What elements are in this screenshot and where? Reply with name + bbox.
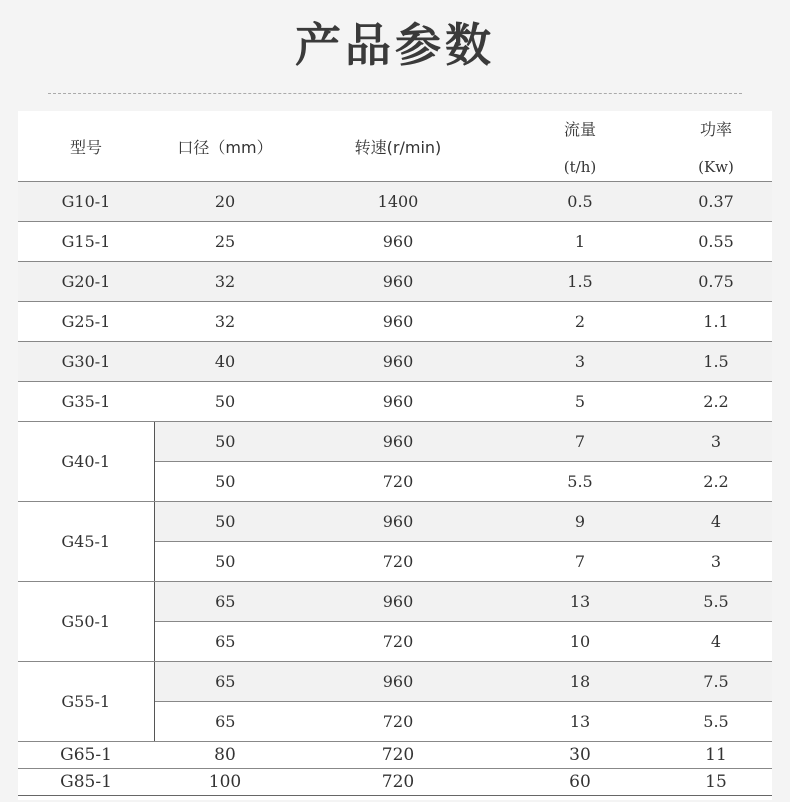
- header-flow: [500, 111, 660, 182]
- cell-power: 1.1: [660, 302, 772, 342]
- cell-diameter: 80: [154, 742, 296, 769]
- cell-flow: 1: [500, 222, 660, 262]
- cell-flow: 7: [500, 422, 660, 462]
- table-row: [18, 422, 772, 462]
- cell-flow: 13: [500, 702, 660, 742]
- cell-power: 0.75: [660, 262, 772, 302]
- cell-diameter: 32: [154, 302, 296, 342]
- cell-power: 7.5: [660, 662, 772, 702]
- cell-speed: 960: [296, 662, 500, 702]
- cell-diameter: 50: [154, 462, 296, 502]
- table-row: [18, 742, 772, 769]
- parameters-sheet: [18, 111, 772, 800]
- cell-model: G30-1: [18, 342, 154, 382]
- cell-power: 3: [660, 542, 772, 582]
- table-row: [18, 582, 772, 622]
- cell-model: G25-1: [18, 302, 154, 342]
- cell-model: G65-1: [18, 742, 154, 769]
- cell-model-group: G45-1: [18, 502, 154, 582]
- header-power-label: 功率: [699, 119, 732, 139]
- cell-diameter: 40: [154, 342, 296, 382]
- cell-diameter: 65: [154, 622, 296, 662]
- cell-diameter: 65: [154, 662, 296, 702]
- header-power-unit: (Kw): [698, 157, 734, 176]
- cell-power: 4: [660, 622, 772, 662]
- cell-speed: 720: [296, 542, 500, 582]
- cell-diameter: 50: [154, 422, 296, 462]
- cell-flow: 1.5: [500, 262, 660, 302]
- cell-model: G15-1: [18, 222, 154, 262]
- table-row: [18, 342, 772, 382]
- cell-flow: 0.5: [500, 182, 660, 222]
- cell-model: G10-1: [18, 182, 154, 222]
- cell-power: 1.5: [660, 342, 772, 382]
- cell-diameter: 25: [154, 222, 296, 262]
- cell-power: 5.5: [660, 582, 772, 622]
- cell-diameter: 65: [154, 702, 296, 742]
- table-row: [18, 222, 772, 262]
- header-power: [660, 111, 772, 182]
- title-divider: [48, 93, 742, 94]
- cell-power: 3: [660, 422, 772, 462]
- table-row: [18, 302, 772, 342]
- cell-speed: 960: [296, 382, 500, 422]
- cell-speed: 960: [296, 222, 500, 262]
- cell-diameter: 50: [154, 542, 296, 582]
- cell-power: 0.55: [660, 222, 772, 262]
- cell-model-group: G55-1: [18, 662, 154, 742]
- header-diameter: 口径（mm）: [154, 111, 296, 182]
- cell-power: 4: [660, 502, 772, 542]
- cell-flow: 7: [500, 542, 660, 582]
- header-speed: 转速(r/min): [296, 111, 500, 182]
- cell-diameter: 65: [154, 582, 296, 622]
- cell-model: G35-1: [18, 382, 154, 422]
- cell-power: 11: [660, 742, 772, 769]
- cell-diameter: 50: [154, 502, 296, 542]
- header-model: 型号: [18, 111, 154, 182]
- cell-speed: 960: [296, 502, 500, 542]
- table-row: [18, 262, 772, 302]
- cell-flow: 5.5: [500, 462, 660, 502]
- table-row: [18, 182, 772, 222]
- cell-power: 5.5: [660, 702, 772, 742]
- parameters-table: [18, 111, 772, 796]
- cell-flow: 5: [500, 382, 660, 422]
- cell-flow: 30: [500, 742, 660, 769]
- page-title: 产品参数: [295, 18, 495, 72]
- cell-speed: 720: [296, 702, 500, 742]
- table-row: [18, 382, 772, 422]
- cell-power: 15: [660, 769, 772, 796]
- cell-flow: 60: [500, 769, 660, 796]
- cell-power: 2.2: [660, 462, 772, 502]
- cell-speed: 960: [296, 582, 500, 622]
- cell-model-group: G40-1: [18, 422, 154, 502]
- cell-power: 0.37: [660, 182, 772, 222]
- cell-speed: 720: [296, 622, 500, 662]
- cell-diameter: 100: [154, 769, 296, 796]
- cell-speed: 960: [296, 262, 500, 302]
- header-flow-unit: (t/h): [563, 157, 597, 176]
- table-row: [18, 769, 772, 796]
- table-row: [18, 502, 772, 542]
- header-flow-label: 流量: [563, 119, 596, 139]
- cell-flow: 2: [500, 302, 660, 342]
- cell-flow: 9: [500, 502, 660, 542]
- cell-speed: 960: [296, 342, 500, 382]
- cell-flow: 10: [500, 622, 660, 662]
- cell-flow: 18: [500, 662, 660, 702]
- cell-flow: 13: [500, 582, 660, 622]
- cell-model-group: G50-1: [18, 582, 154, 662]
- cell-diameter: 50: [154, 382, 296, 422]
- cell-diameter: 32: [154, 262, 296, 302]
- cell-speed: 960: [296, 422, 500, 462]
- cell-diameter: 20: [154, 182, 296, 222]
- cell-speed: 720: [296, 769, 500, 796]
- cell-speed: 960: [296, 302, 500, 342]
- cell-model: G85-1: [18, 769, 154, 796]
- cell-power: 2.2: [660, 382, 772, 422]
- table-row: [18, 662, 772, 702]
- table-header-row: [18, 111, 772, 182]
- cell-flow: 3: [500, 342, 660, 382]
- cell-speed: 720: [296, 742, 500, 769]
- cell-speed: 720: [296, 462, 500, 502]
- cell-model: G20-1: [18, 262, 154, 302]
- cell-speed: 1400: [296, 182, 500, 222]
